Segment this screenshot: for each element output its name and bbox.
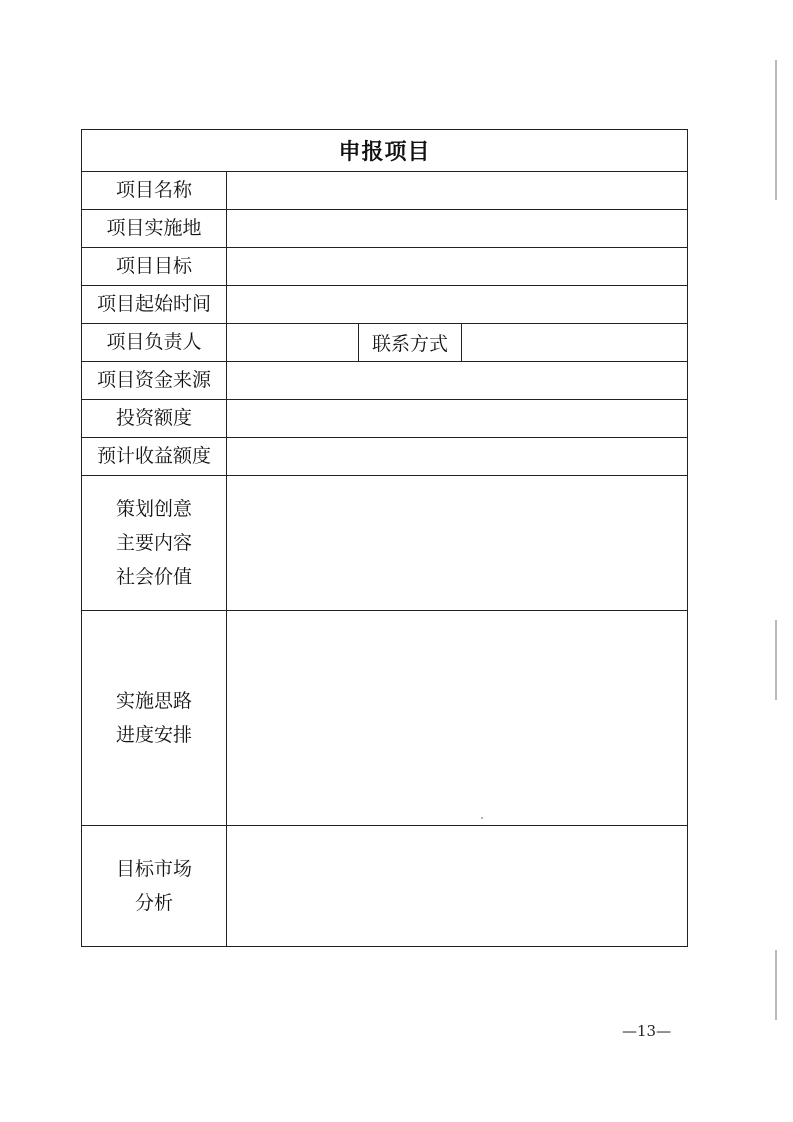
label-project-name: 项目名称 bbox=[82, 172, 227, 210]
label-project-period: 项目起始时间 bbox=[82, 286, 227, 324]
page-number: —13— bbox=[622, 1022, 672, 1040]
label-project-lead: 项目负责人 bbox=[82, 324, 227, 362]
field-project-location[interactable] bbox=[227, 210, 688, 248]
label-contact: 联系方式 bbox=[359, 324, 462, 362]
label-project-location: 项目实施地 bbox=[82, 210, 227, 248]
label-plan-line: 社会价值 bbox=[115, 566, 192, 588]
scan-edge-mark bbox=[775, 60, 777, 200]
label-investment: 投资额度 bbox=[82, 400, 227, 438]
label-market-line: 目标市场 bbox=[115, 858, 192, 880]
field-project-goal[interactable] bbox=[227, 248, 688, 286]
field-project-period[interactable] bbox=[227, 286, 688, 324]
scan-edge-mark bbox=[775, 620, 777, 700]
scan-edge-mark bbox=[775, 950, 777, 1020]
field-investment[interactable] bbox=[227, 400, 688, 438]
application-form bbox=[81, 129, 688, 947]
label-fund-source: 项目资金来源 bbox=[82, 362, 227, 400]
label-market-line: 分析 bbox=[134, 892, 173, 914]
label-expected-revenue: 预计收益额度 bbox=[82, 438, 227, 476]
form-title: 申报项目 bbox=[82, 130, 688, 172]
field-project-name[interactable] bbox=[227, 172, 688, 210]
label-plan-line: 主要内容 bbox=[115, 532, 192, 554]
scan-speck bbox=[481, 817, 483, 819]
field-project-lead[interactable] bbox=[227, 324, 359, 362]
label-project-goal: 项目目标 bbox=[82, 248, 227, 286]
label-implementation bbox=[82, 611, 227, 826]
field-expected-revenue[interactable] bbox=[227, 438, 688, 476]
label-impl-line: 进度安排 bbox=[115, 724, 192, 746]
field-implementation[interactable] bbox=[227, 611, 688, 826]
label-impl-line: 实施思路 bbox=[115, 690, 192, 712]
label-plan-line: 策划创意 bbox=[115, 498, 192, 520]
field-fund-source[interactable] bbox=[227, 362, 688, 400]
label-plan bbox=[82, 476, 227, 611]
label-market bbox=[82, 826, 227, 947]
field-plan[interactable] bbox=[227, 476, 688, 611]
field-market[interactable] bbox=[227, 826, 688, 947]
field-contact[interactable] bbox=[462, 324, 688, 362]
